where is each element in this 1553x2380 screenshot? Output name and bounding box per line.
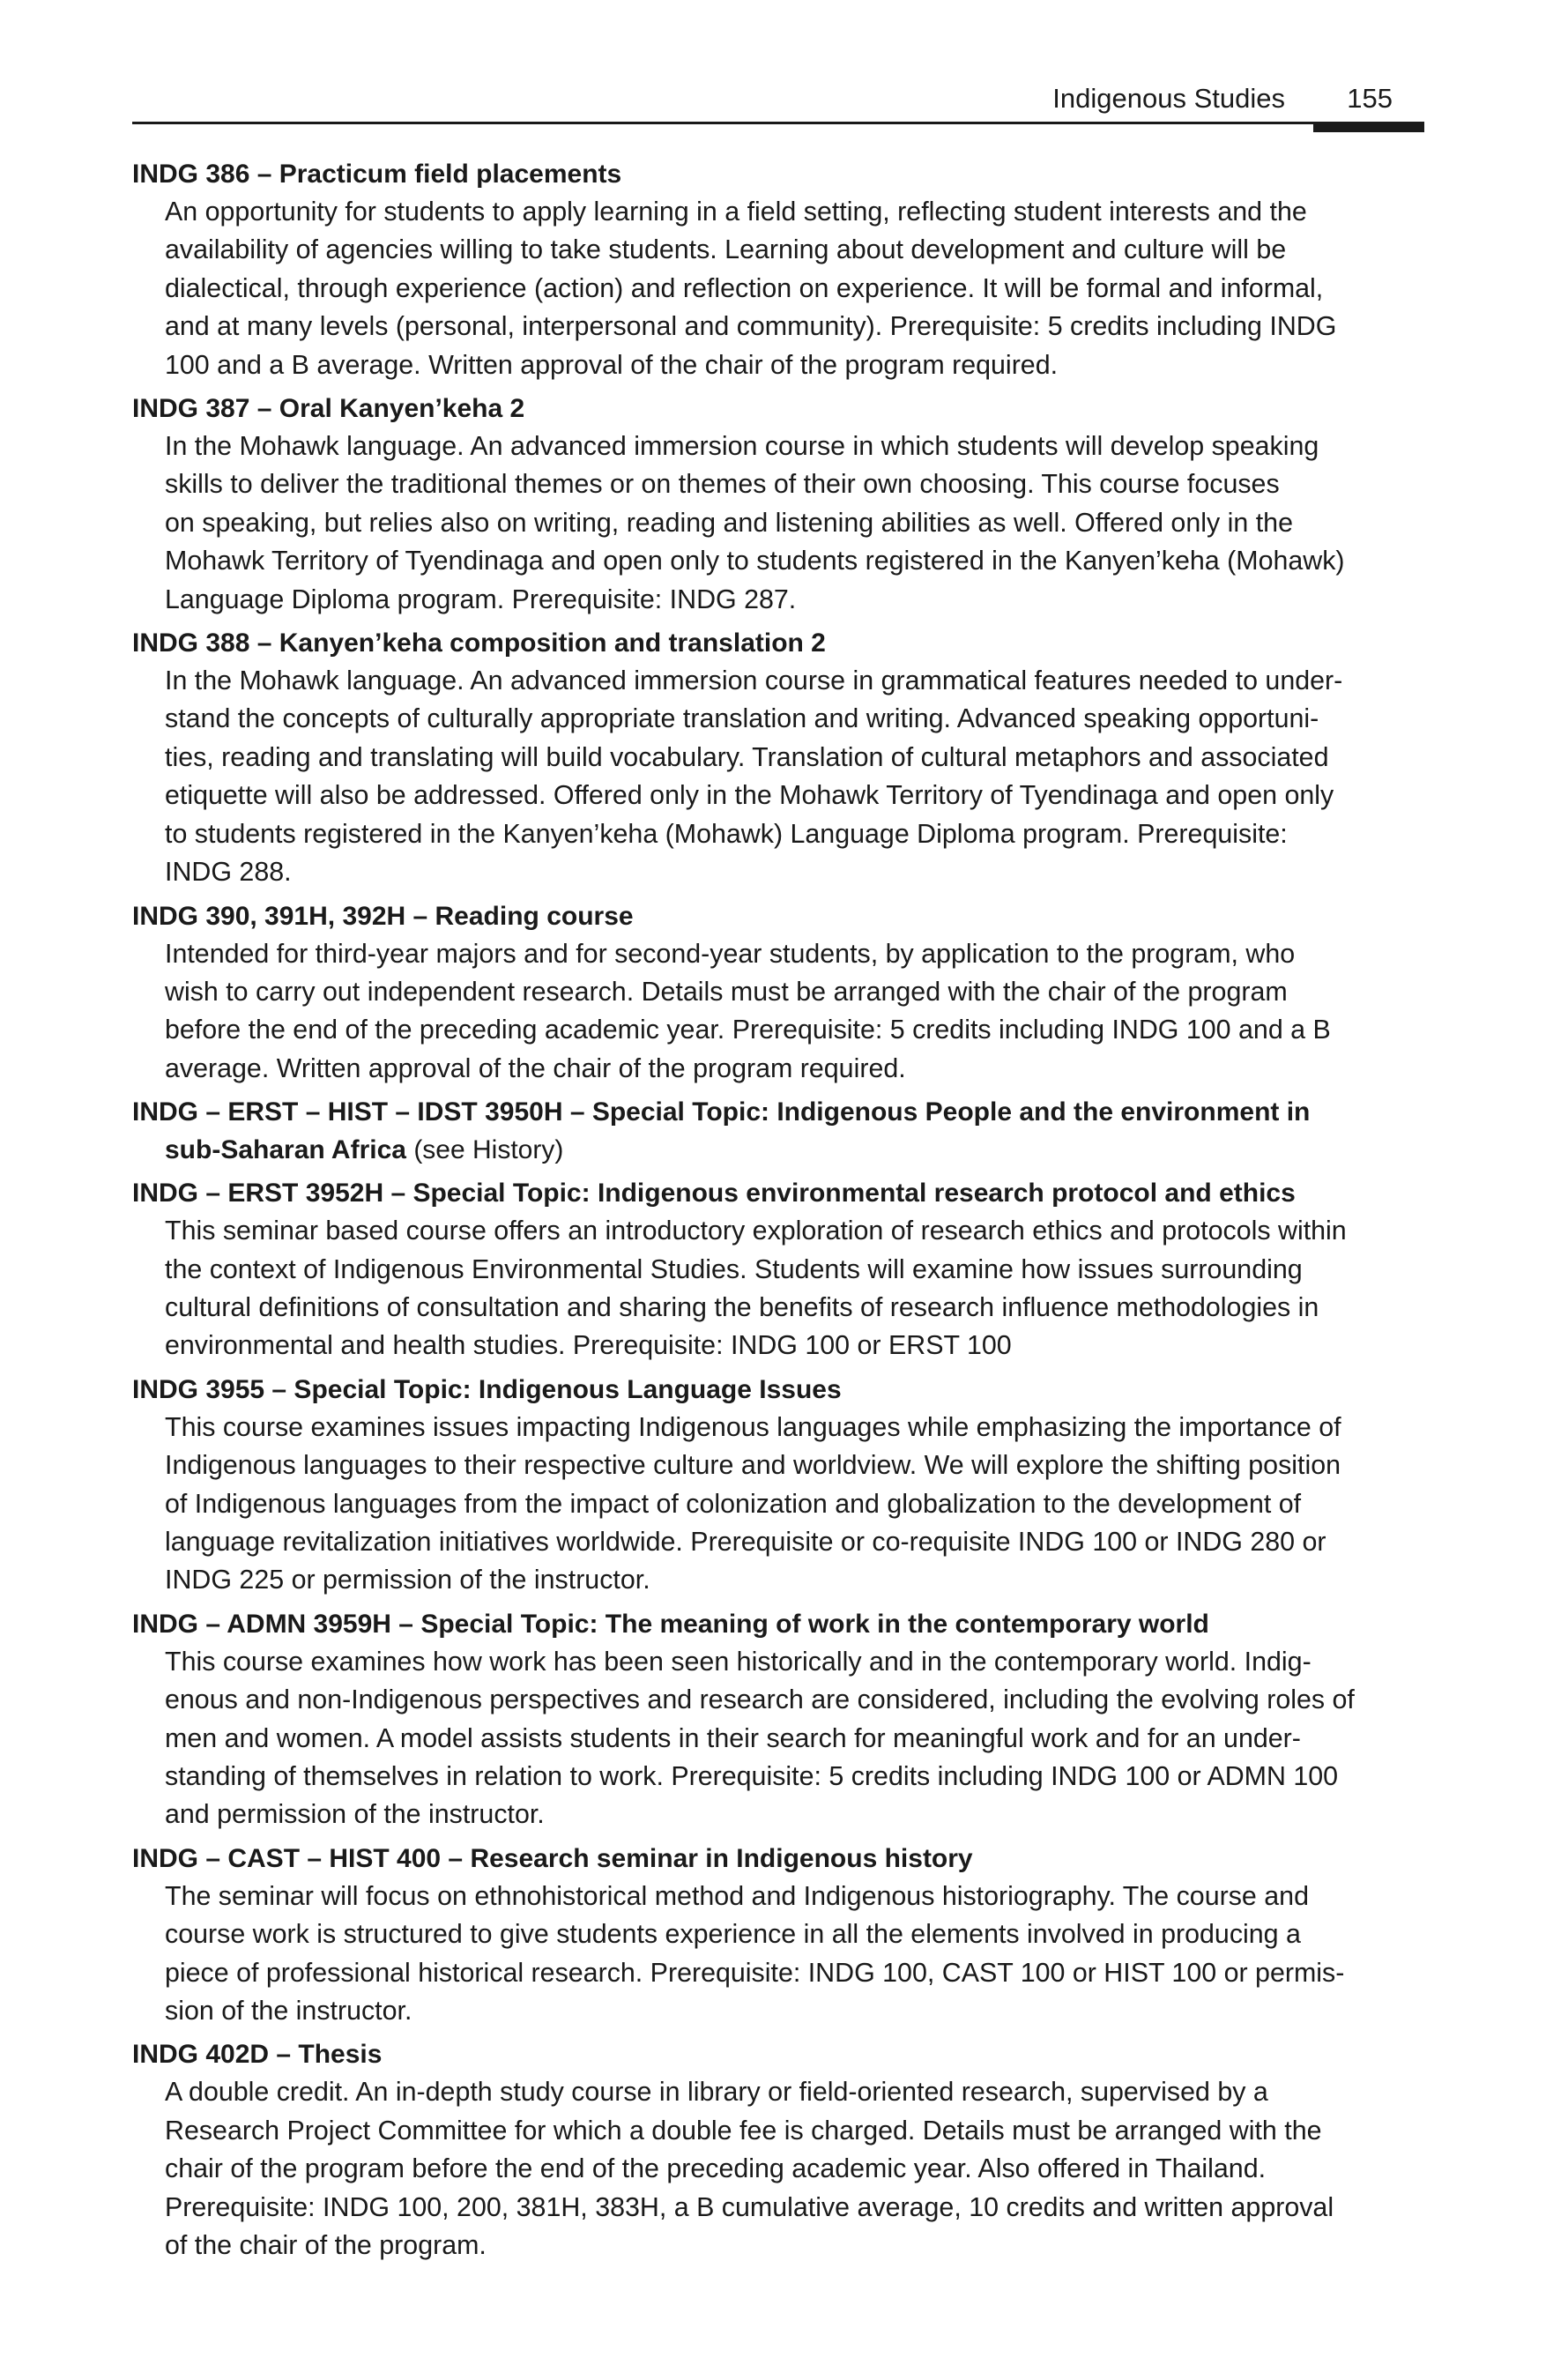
course-title: INDG – ADMN 3959H – Special Topic: The meaning of work in the contemporary world bbox=[132, 1609, 1209, 1639]
description-line: and at many levels (personal, interpersonal and community). Prerequisite: 5 credits including INDG bbox=[165, 311, 1337, 342]
description-line: to students registered in the Kanyen’keha (Mohawk) Language Diploma program. Prerequisite: bbox=[165, 818, 1288, 849]
header-rule bbox=[132, 122, 1424, 124]
course-title: INDG 388 – Kanyen’keha composition and translation 2 bbox=[132, 628, 826, 658]
course-description bbox=[165, 428, 1428, 619]
course-entry bbox=[132, 624, 1428, 891]
course-title: INDG 3955 – Special Topic: Indigenous Language Issues bbox=[132, 1374, 842, 1404]
course-title: INDG – ERST 3952H – Special Topic: Indigenous environmental research protocol and ethics bbox=[132, 1179, 1296, 1209]
course-description bbox=[165, 1409, 1428, 1600]
description-line: Mohawk Territory of Tyendinaga and open only to students registered in the Kanyen’keha (Mohawk) bbox=[165, 546, 1345, 576]
description-line: chair of the program before the end of the preceding academic year. Also offered in Thailand. bbox=[165, 2153, 1267, 2184]
description-line: The seminar will focus on ethnohistorical method and Indigenous historiography. The course and bbox=[165, 1880, 1309, 1911]
description-line: This course examines issues impacting Indigenous languages while emphasizing the importance of bbox=[165, 1411, 1341, 1442]
course-description bbox=[165, 2073, 1428, 2265]
course-entry bbox=[132, 1174, 1428, 1365]
course-entry bbox=[132, 155, 1428, 384]
course-description bbox=[165, 1212, 1428, 1365]
description-line: standing of themselves in relation to work. Prerequisite: 5 credits including INDG 100 or ADMN 100 bbox=[165, 1761, 1339, 1791]
description-line: Language Diploma program. Prerequisite: INDG 287. bbox=[165, 584, 797, 614]
description-line: the context of Indigenous Environmental Studies. Students will examine how issues surrounding bbox=[165, 1253, 1303, 1284]
description-line: men and women. A model assists students in their search for meaningful work and for an under- bbox=[165, 1722, 1301, 1753]
description-line: Indigenous languages to their respective culture and worldview. We will explore the shifting position bbox=[165, 1450, 1341, 1481]
description-line: environmental and health studies. Prerequisite: INDG 100 or ERST 100 bbox=[165, 1330, 1012, 1361]
description-line: A double credit. An in-depth study course in library or field-oriented research, supervised by a bbox=[165, 2077, 1268, 2108]
course-title: INDG 387 – Oral Kanyen’keha 2 bbox=[132, 394, 525, 424]
description-line: before the end of the preceding academic year. Prerequisite: 5 credits including INDG 100 and a B bbox=[165, 1015, 1331, 1045]
description-line: language revitalization initiatives worldwide. Prerequisite or co-requisite INDG 100 or INDG 280 or bbox=[165, 1526, 1326, 1557]
description-line: on speaking, but relies also on writing, reading and listening abilities as well. Offered only in the bbox=[165, 507, 1293, 538]
course-title: INDG – ERST – HIST – IDST 3950H – Special Topic: Indigenous People and the environment in bbox=[132, 1097, 1311, 1127]
description-line: etiquette will also be addressed. Offered only in the Mohawk Territory of Tyendinaga and open only bbox=[165, 780, 1334, 811]
running-header bbox=[132, 81, 1424, 125]
description-line: dialectical, through experience (action) and reflection on experience. It will be formal and informal, bbox=[165, 272, 1324, 303]
course-entry bbox=[132, 390, 1428, 619]
course-title: INDG 402D – Thesis bbox=[132, 2040, 383, 2070]
description-line: An opportunity for students to apply learning in a field setting, reflecting student interests and the bbox=[165, 197, 1307, 227]
description-line: This seminar based course offers an introductory exploration of research ethics and protocols within bbox=[165, 1216, 1347, 1246]
course-entry bbox=[132, 2035, 1428, 2265]
description-line: of Indigenous languages from the impact of colonization and globalization to the development of bbox=[165, 1488, 1302, 1519]
description-line: 100 and a B average. Written approval of the chair of the program required. bbox=[165, 349, 1059, 380]
course-list bbox=[132, 155, 1428, 2270]
course-title: INDG 386 – Practicum field placements bbox=[132, 160, 622, 189]
description-line: In the Mohawk language. An advanced immersion course in grammatical features needed to under- bbox=[165, 666, 1343, 696]
description-line: This course examines how work has been seen historically and in the contemporary world. Indig- bbox=[165, 1646, 1312, 1677]
course-description bbox=[165, 662, 1428, 891]
course-entry bbox=[132, 1605, 1428, 1834]
header-section-title: Indigenous Studies bbox=[1052, 83, 1285, 114]
description-line: wish to carry out independent research. Details must be arranged with the chair of the program bbox=[165, 976, 1288, 1007]
description-line: INDG 288. bbox=[165, 857, 292, 888]
course-title-continuation bbox=[165, 1131, 1428, 1169]
course-title: INDG – CAST – HIST 400 – Research seminar in Indigenous history bbox=[132, 1843, 973, 1873]
course-entry bbox=[132, 1093, 1428, 1169]
cross-reference-note: (see History) bbox=[405, 1135, 564, 1165]
description-line: In the Mohawk language. An advanced immersion course in which students will develop speaking bbox=[165, 431, 1319, 462]
course-description bbox=[165, 193, 1428, 384]
course-entry bbox=[132, 1371, 1428, 1600]
description-line: INDG 225 or permission of the instructor. bbox=[165, 1565, 650, 1595]
description-line: piece of professional historical research. Prerequisite: INDG 100, CAST 100 or HIST 100 or permis- bbox=[165, 1957, 1345, 1988]
description-line: skills to deliver the traditional themes or on themes of their own choosing. This course focuses bbox=[165, 469, 1280, 500]
description-line: enous and non-Indigenous perspectives and research are considered, including the evolving roles of bbox=[165, 1685, 1355, 1715]
description-line: Prerequisite: INDG 100, 200, 381H, 383H, a B cumulative average, 10 credits and written approval bbox=[165, 2191, 1334, 2222]
course-description bbox=[165, 1643, 1428, 1834]
course-description bbox=[165, 935, 1428, 1089]
description-line: sion of the instructor. bbox=[165, 1996, 412, 2027]
header-tab-bar bbox=[1313, 122, 1424, 132]
course-title-continued-text: sub-Saharan Africa bbox=[165, 1135, 406, 1165]
description-line: cultural definitions of consultation and sharing the benefits of research influence methodologies in bbox=[165, 1291, 1319, 1322]
course-entry bbox=[132, 1840, 1428, 2031]
course-title: INDG 390, 391H, 392H – Reading course bbox=[132, 901, 634, 931]
course-entry bbox=[132, 897, 1428, 1089]
description-line: Research Project Committee for which a double fee is charged. Details must be arranged with the bbox=[165, 2115, 1322, 2146]
description-line: average. Written approval of the chair of the program required. bbox=[165, 1052, 906, 1083]
description-line: and permission of the instructor. bbox=[165, 1799, 545, 1830]
description-line: Intended for third-year majors and for second-year students, by application to the program, who bbox=[165, 938, 1296, 969]
description-line: of the chair of the program. bbox=[165, 2230, 487, 2261]
description-line: availability of agencies willing to take students. Learning about development and culture will be bbox=[165, 234, 1287, 265]
description-line: stand the concepts of culturally appropriate translation and writing. Advanced speaking opportuni- bbox=[165, 703, 1319, 734]
page-number: 155 bbox=[1347, 83, 1393, 114]
description-line: ties, reading and translating will build vocabulary. Translation of cultural metaphors and associated bbox=[165, 741, 1329, 772]
description-line: course work is structured to give students experience in all the elements involved in producing a bbox=[165, 1919, 1301, 1950]
course-description bbox=[165, 1878, 1428, 2031]
